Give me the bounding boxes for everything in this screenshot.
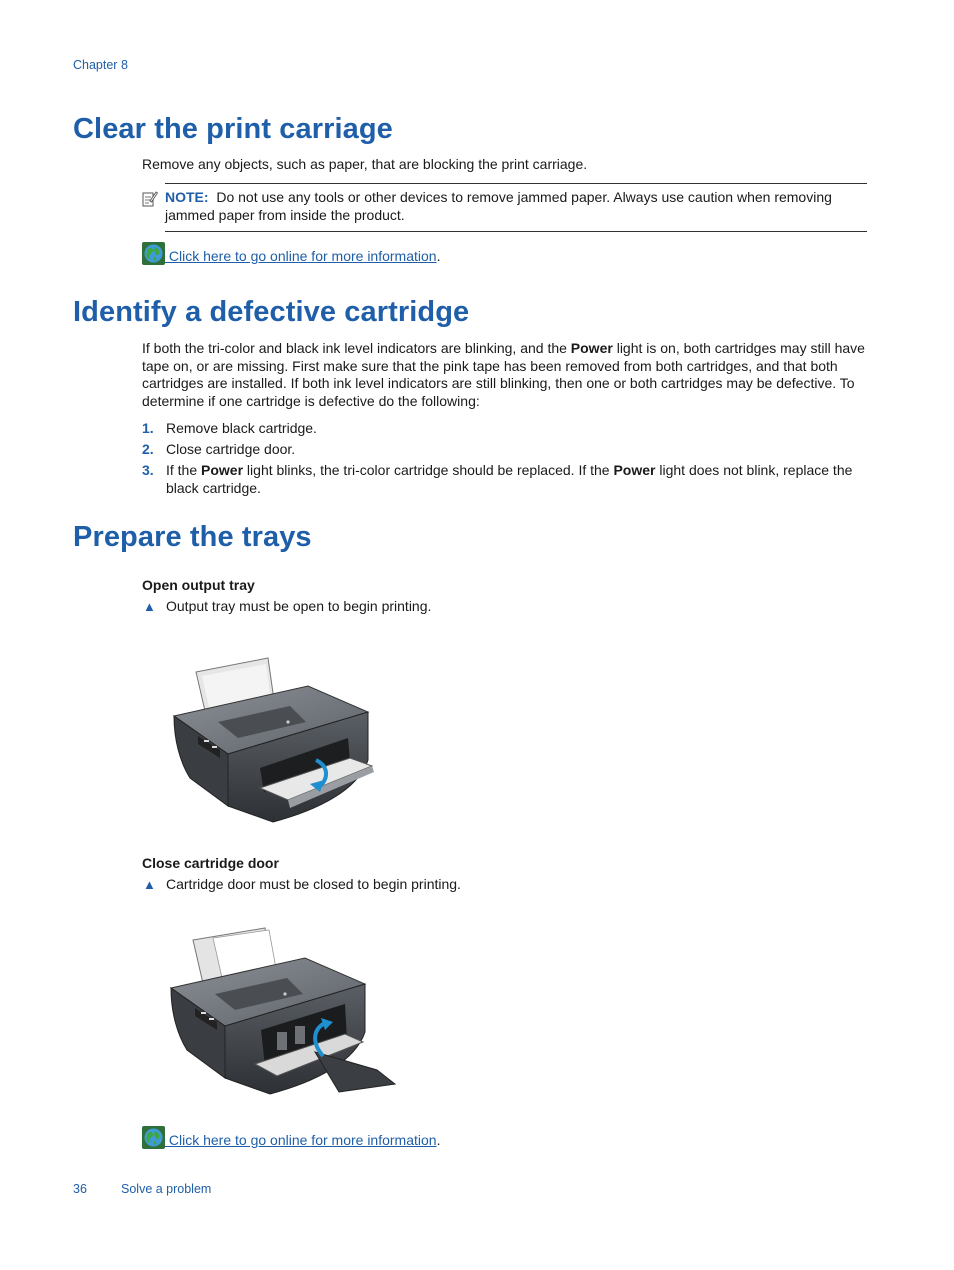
heading-prepare-trays: Prepare the trays bbox=[73, 521, 312, 553]
printer-close-door-image bbox=[165, 922, 400, 1100]
step-number: 2. bbox=[142, 441, 154, 457]
footer-section-name: Solve a problem bbox=[121, 1182, 212, 1196]
globe-icon bbox=[142, 1126, 165, 1149]
identify-paragraph bbox=[142, 340, 866, 410]
subheading-open-output-tray: Open output tray bbox=[142, 577, 255, 593]
link-period: . bbox=[436, 248, 441, 264]
online-info-link-row-2 bbox=[142, 1126, 440, 1150]
note-text bbox=[165, 189, 865, 224]
power-bold: Power bbox=[570, 340, 613, 356]
clear-intro-text: Remove any objects, such as paper, that are blocking the print carriage. bbox=[142, 156, 588, 172]
heading-identify-defective-cartridge: Identify a defective cartridge bbox=[73, 296, 470, 328]
triangle-bullet-icon: ▲ bbox=[143, 877, 156, 892]
online-info-link[interactable]: Click here to go online for more information bbox=[165, 1132, 437, 1148]
chapter-label: Chapter 8 bbox=[73, 58, 128, 72]
printer-open-tray-image bbox=[168, 650, 383, 828]
globe-icon bbox=[142, 242, 165, 265]
note-label: NOTE: bbox=[165, 189, 209, 205]
step3-d: light does not blink, replace the black cartridge. bbox=[166, 462, 853, 496]
heading-clear-print-carriage: Clear the print carriage bbox=[73, 113, 393, 145]
step-number: 3. bbox=[142, 462, 154, 478]
identify-text-2: light is on, both cartridges may still have tape on, or are missing. First make sure that the pink tape has been removed from both cartridges, and that both cartridges are installed. If both ink level indicators are still blinking, then one or both cartridges may be defective. To determine if one cartridge is defective do the following: bbox=[142, 340, 865, 409]
step-text: Close cartridge door. bbox=[166, 441, 296, 457]
close-door-text: Cartridge door must be closed to begin printing. bbox=[166, 876, 461, 892]
subheading-close-cartridge-door: Close cartridge door bbox=[142, 855, 279, 871]
power-bold: Power bbox=[201, 462, 244, 478]
online-info-link-row-1 bbox=[142, 242, 440, 266]
step-text bbox=[166, 462, 866, 497]
page-number: 36 bbox=[73, 1182, 87, 1196]
note-pencil-icon bbox=[142, 190, 158, 208]
step3-c: light blinks, the tri-color cartridge should be replaced. If the bbox=[243, 462, 614, 478]
power-bold: Power bbox=[613, 462, 656, 478]
triangle-bullet-icon: ▲ bbox=[143, 599, 156, 614]
step-number: 1. bbox=[142, 420, 154, 436]
online-info-link[interactable]: Click here to go online for more information bbox=[165, 248, 437, 264]
note-body: Do not use any tools or other devices to remove jammed paper. Always use caution when removing jammed paper from inside the product. bbox=[165, 189, 832, 223]
step3-a: If the bbox=[166, 462, 202, 478]
open-tray-text: Output tray must be open to begin printing. bbox=[166, 598, 432, 614]
identify-text-1: If both the tri-color and black ink level indicators are blinking, and the bbox=[142, 340, 571, 356]
step-text: Remove black cartridge. bbox=[166, 420, 317, 436]
link-period: . bbox=[436, 1132, 441, 1148]
